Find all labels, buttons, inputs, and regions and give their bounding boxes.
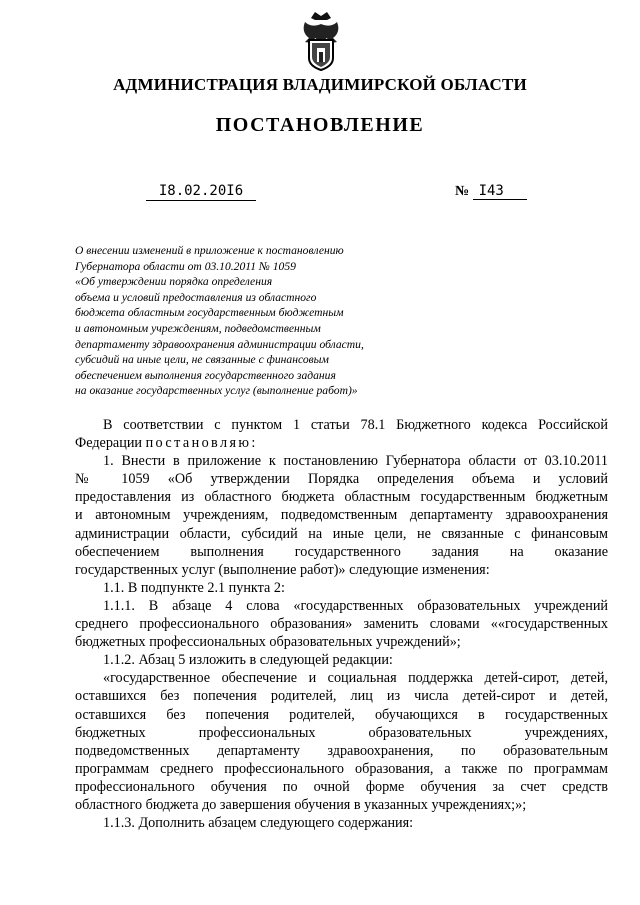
subject-line: бюджета областным государственным бюджетным (75, 306, 344, 320)
paragraph-1-line: администрации области, субсидий на иные цели, не связанные с финансовым (75, 525, 608, 542)
resolve-word: постановляю: (145, 435, 258, 452)
subject-line: субсидий на иные цели, не связанные с финансовым (75, 353, 329, 367)
paragraph-1-1-2: 1.1.2. Абзац 5 изложить в следующей редакции: (103, 652, 393, 669)
paragraph-1-1-1-line: среднего профессионального образования» заменить словами ««государственных (75, 616, 608, 633)
subject-line: объема и условий предоставления из областного (75, 290, 317, 304)
paragraph-1-line: предоставления из областного бюджета областным государственным бюджетным (75, 489, 608, 506)
preamble-line (75, 434, 608, 452)
document-date: I8.02.20I6 (146, 183, 256, 201)
subject-line: и автономным учреждениям, подведомственным (75, 321, 321, 335)
preamble-text: Федерации (75, 435, 146, 452)
quote-line: программам среднего профессионального образования, а также по программам (75, 760, 608, 777)
preamble-line: В соответствии с пунктом 1 статьи 78.1 Бюджетного кодекса Российской (103, 417, 608, 433)
organization-name: АДМИНИСТРАЦИЯ ВЛАДИМИРСКОЙ ОБЛАСТИ (113, 75, 527, 94)
subject-line: О внесении изменений в приложение к постановлению (75, 244, 344, 257)
quote-line: подведомственных департаменту здравоохранения, по образовательным (75, 742, 608, 759)
quote-line: «государственное обеспечение и социальная поддержка детей-сирот, детей, (103, 670, 608, 687)
coat-of-arms-icon (297, 8, 345, 72)
number-value: I43 (473, 183, 527, 200)
number-sign: № (455, 184, 470, 199)
paragraph-1-1: 1.1. В подпункте 2.1 пункта 2: (103, 579, 285, 596)
paragraph-1-line: 1. Внести в приложение к постановлению Губернатора области от 03.10.2011 (103, 453, 608, 470)
document-body (75, 416, 608, 832)
document-number (455, 183, 527, 200)
subject-block (75, 243, 435, 399)
quote-line: бюджетных профессиональных образовательных учреждениях, (75, 724, 608, 741)
quote-line: оставшихся без попечения родителей, лиц из числа детей-сирот и детей, (75, 688, 608, 705)
subject-line: «Об утверждении порядка определения (75, 275, 273, 289)
paragraph-1-1-1-line: 1.1.1. В абзаце 4 слова «государственных образовательных учреждений (103, 597, 608, 614)
subject-line: департаменту здравоохранения администрации области, (75, 337, 364, 351)
paragraph-1-line: № 1059 «Об утверждении Порядка определения объема и условий (75, 471, 608, 488)
quote-line: профессионального обучения по очной форме обучения за счет средств (75, 778, 608, 795)
paragraph-1-line: и автономным учреждениям, подведомственным департаменту здравоохранения (75, 507, 608, 524)
paragraph-1-1-3: 1.1.3. Дополнить абзацем следующего содержания: (103, 815, 414, 832)
document-type-title: ПОСТАНОВЛЕНИЕ (215, 114, 425, 136)
subject-line: обеспечением выполнения государственного задания (75, 368, 336, 382)
quote-line: оставшихся без попечения родителей, обучающихся в государственных (75, 706, 608, 723)
quote-line: областного бюджета до завершения обучения в указанных учреждениях;»; (75, 796, 527, 813)
paragraph-1-line: обеспечением выполнения государственного задания на оказание (75, 543, 608, 560)
subject-line: Губернатора области от 03.10.2011 № 1059 (75, 259, 296, 273)
subject-line: на оказание государственных услуг (выполнение работ)» (75, 384, 358, 398)
paragraph-1-line: государственных услуг (выполнение работ)» следующие изменения: (75, 561, 490, 578)
paragraph-1-1-1-line: бюджетных профессиональных образовательных учреждений»; (75, 634, 461, 651)
